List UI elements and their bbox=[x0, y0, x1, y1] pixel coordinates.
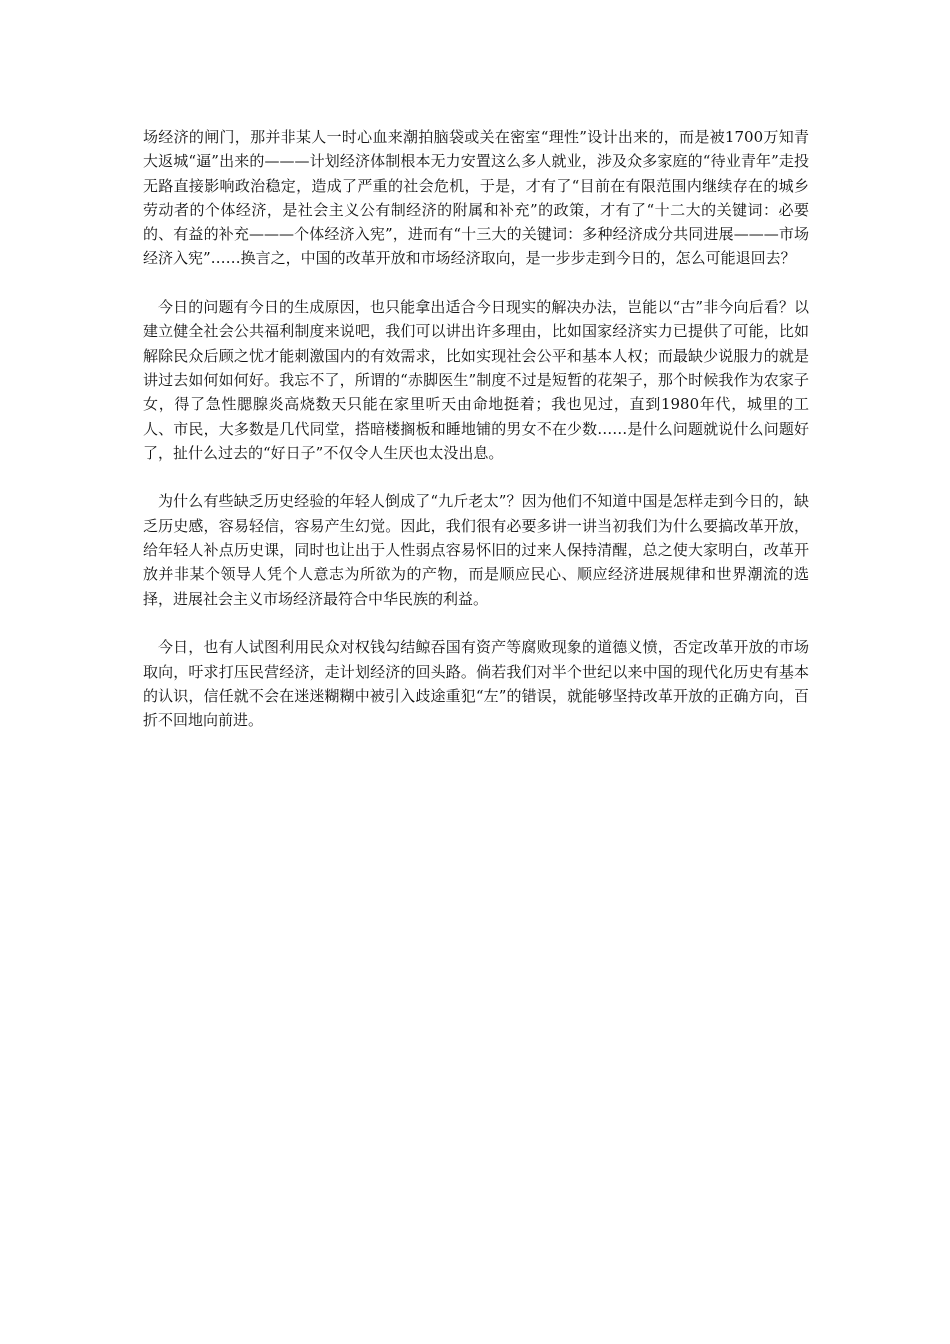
paragraph-4: 今日，也有人试图利用民众对权钱勾结鲸吞国有资产等腐败现象的道德义愤，否定改革开放的市场取向，吁求打压民营经济，走计划经济的回头路。倘若我们对半个世纪以来中国的现代化历史有基本的认识，信任就不会在迷迷糊糊中被引入歧途重犯“左”的错误，就能够坚持改革开放的正确方向，百折不回地向前进。 bbox=[143, 638, 809, 730]
paragraph-1: 场经济的闸门，那并非某人一时心血来潮拍脑袋或关在密室“理性”设计出来的，而是被1700万知青大返城“逼”出来的———计划经济体制根本无力安置这么多人就业，涉及众多家庭的“待业青年”走投无路直接影响政治稳定，造成了严重的社会危机，于是，才有了“目前在有限范围内继续存在的城乡劳动者的个体经济，是社会主义公有制经济的附属和补充”的政策，才有了“十二大的关键词：必要的、有益的补充———个体经济入宪”，进而有“十三大的关键词：多种经济成分共同进展———市场经济入宪”……换言之，中国的改革开放和市场经济取向，是一步步走到今日的，怎么可能退回去？ bbox=[143, 128, 809, 268]
paragraph-2: 今日的问题有今日的生成原因，也只能拿出适合今日现实的解决办法，岂能以“古”非今向后看？以建立健全社会公共福利制度来说吧，我们可以讲出许多理由，比如国家经济实力已提供了可能，比如解除民众后顾之忧才能刺激国内的有效需求，比如实现社会公平和基本人权；而最缺少说服力的就是讲过去如何如何好。我忘不了，所谓的“赤脚医生”制度不过是短暂的花架子，那个时候我作为农家子女，得了急性腮腺炎高烧数天只能在家里听天由命地挺着；我也见过，直到1980年代，城里的工人、市民，大多数是几代同堂，搭暗楼搁板和睡地铺的男女不在少数……是什么问题就说什么问题好了，扯什么过去的“好日子”不仅令人生厌也太没出息。 bbox=[143, 298, 809, 462]
article-body bbox=[143, 125, 809, 757]
paragraph-3: 为什么有些缺乏历史经验的年轻人倒成了“九斤老太”？因为他们不知道中国是怎样走到今日的，缺乏历史感，容易轻信，容易产生幻觉。因此，我们很有必要多讲一讲当初我们为什么要搞改革开放，给年轻人补点历史课，同时也让出于人性弱点容易怀旧的过来人保持清醒，总之使大家明白，改革开放并非某个领导人凭个人意志为所欲为的产物，而是顺应民心、顺应经济进展规律和世界潮流的选择，进展社会主义市场经济最符合中华民族的利益。 bbox=[143, 492, 809, 608]
